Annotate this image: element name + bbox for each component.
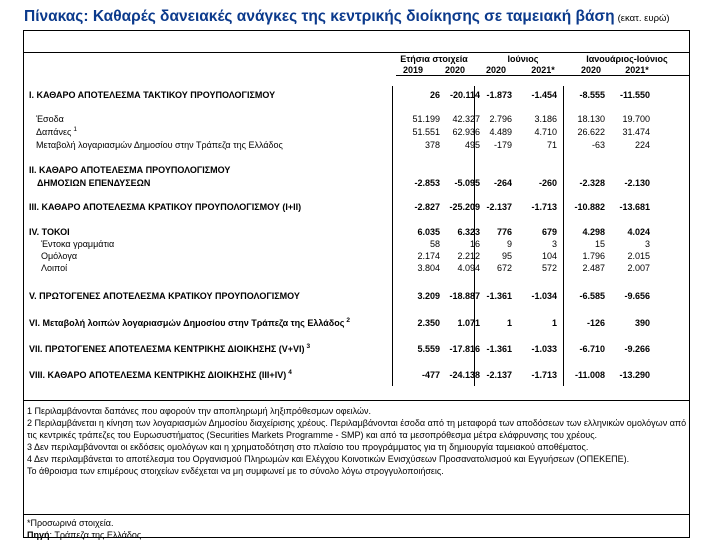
row-label: VIII. ΚΑΘΑΡΟ ΑΠΟΤΕΛΕΣΜΑ ΚΕΝΤΡΙΚΗΣ ΔΙΟΙΚΗΣΗΣ (III+IV) — [29, 370, 287, 380]
cell: -11.008 — [574, 370, 605, 380]
cell: -179 — [493, 140, 512, 150]
header-year: 2020 — [580, 65, 602, 75]
cell: 4.024 — [627, 227, 650, 237]
cell: 9 — [506, 239, 512, 249]
header-top-line — [23, 52, 690, 53]
cell: 2.015 — [627, 251, 650, 261]
table-row — [23, 343, 690, 356]
cell: -6.710 — [579, 344, 605, 354]
table-row — [23, 201, 690, 214]
header-group-june: Ιούνιος — [507, 54, 539, 64]
row-label: VII. ΠΡΩΤΟΓΕΝΕΣ ΑΠΟΤΕΛΕΣΜΑ ΚΕΝΤΡΙΚΗΣ ΔΙΟΙΚΗΣΗΣ (V+VI) — [29, 344, 305, 354]
cell: 15 — [594, 239, 605, 249]
cell: 378 — [424, 140, 440, 150]
table-row — [23, 317, 690, 330]
cell: -25.209 — [449, 202, 480, 212]
cell: 2.796 — [489, 114, 512, 124]
cell: 776 — [496, 227, 512, 237]
cell: -17.816 — [449, 344, 480, 354]
cell: 1 — [551, 318, 557, 328]
cell: 4.489 — [489, 127, 512, 137]
row-label: Δαπάνες — [36, 127, 72, 137]
header-year: 2019 — [402, 65, 424, 75]
cell: 31.474 — [622, 127, 650, 137]
cell: -264 — [493, 178, 512, 188]
cell: 51.551 — [412, 127, 440, 137]
cell: 5.559 — [417, 344, 440, 354]
footnote: 3 Δεν περιλαμβάνονται οι εκδόσεις ομολόγων και η χρηματοδότηση στο πλαίσιο του προγράμματος για τη δημιουργία ταμειακού αποθέματος. — [27, 442, 589, 452]
cell: -24.138 — [449, 370, 480, 380]
table-row — [23, 139, 690, 152]
table-row — [23, 113, 690, 126]
cell: -1.361 — [486, 291, 512, 301]
row-label: I. ΚΑΘΑΡΟ ΑΠΟΤΕΛΕΣΜΑ ΤΑΚΤΙΚΟΥ ΠΡΟΥΠΟΛΟΓΙΣΜΟΥ — [29, 90, 276, 100]
row-label: VI. Μεταβολή λοιπών λογαριασμών Δημοσίου στην Τράπεζα της Ελλάδος — [29, 318, 345, 328]
cell: -1.034 — [531, 291, 557, 301]
cell: -2.137 — [486, 370, 512, 380]
cell: 495 — [464, 140, 480, 150]
row-label: V. ΠΡΩΤΟΓΕΝΕΣ ΑΠΟΤΕΛΕΣΜΑ ΚΡΑΤΙΚΟΥ ΠΡΟΥΠΟΛΟΓΙΣΜΟΥ — [29, 291, 300, 301]
cell: 3 — [644, 239, 650, 249]
header-bottom-line — [396, 75, 690, 76]
header-year: 2021* — [625, 65, 649, 75]
cell: -18.887 — [449, 291, 480, 301]
row-label: ΔΗΜΟΣΙΩΝ ΕΠΕΝΔΥΣΕΩΝ — [37, 178, 151, 188]
cell: 4.298 — [582, 227, 605, 237]
cell: -6.585 — [579, 291, 605, 301]
row-label: Έντοκα γραμμάτια — [41, 239, 115, 249]
cell: 2.350 — [417, 318, 440, 328]
cell: 2.174 — [417, 251, 440, 261]
footnotes — [27, 405, 687, 477]
cell: 672 — [496, 263, 512, 273]
cell: -477 — [421, 370, 440, 380]
cell: 390 — [634, 318, 650, 328]
cell: 95 — [501, 251, 512, 261]
header-year: 2020 — [485, 65, 507, 75]
source-label: Πηγή — [27, 530, 50, 540]
cell: 3.209 — [417, 291, 440, 301]
table-row — [23, 290, 690, 303]
cell: 572 — [541, 263, 557, 273]
cell: 26 — [429, 90, 440, 100]
cell: 3.804 — [417, 263, 440, 273]
cell: 224 — [634, 140, 650, 150]
table-row — [23, 126, 690, 139]
cell: -1.454 — [531, 90, 557, 100]
cell: -10.882 — [574, 202, 605, 212]
cell: 679 — [541, 227, 557, 237]
cell: -8.555 — [579, 90, 605, 100]
table-row — [23, 262, 690, 275]
cell: 4.710 — [534, 127, 557, 137]
cell: 26.622 — [577, 127, 605, 137]
source-text: : Τράπεζα της Ελλάδος. — [49, 530, 144, 540]
cell: 16 — [469, 239, 480, 249]
row-label: III. ΚΑΘΑΡΟ ΑΠΟΤΕΛΕΣΜΑ ΚΡΑΤΙΚΟΥ ΠΡΟΥΠΟΛΟΓΙΣΜΟΥ (I+II) — [29, 202, 302, 212]
table-row — [23, 369, 690, 382]
row-label: Έσοδα — [36, 114, 64, 124]
table-row — [23, 177, 690, 190]
cell: -126 — [586, 318, 605, 328]
cell: 18.130 — [577, 114, 605, 124]
cell: 2.212 — [457, 251, 480, 261]
notes-bottom-line — [23, 514, 690, 515]
row-label: IV. ΤΟΚΟΙ — [29, 227, 70, 237]
header-group-jan-june: Ιανουάριος-Ιούνιος — [586, 54, 668, 64]
footnote-ref: 3 — [306, 343, 311, 350]
cell: -2.130 — [624, 178, 650, 188]
cell: 2.007 — [627, 263, 650, 273]
cell: -1.873 — [486, 90, 512, 100]
footnote-ref: 2 — [346, 317, 351, 324]
cell: -9.656 — [624, 291, 650, 301]
cell: -9.266 — [624, 344, 650, 354]
cell: 2.487 — [582, 263, 605, 273]
table-unit: (εκατ. ευρώ) — [617, 13, 670, 24]
cell: 6.035 — [417, 227, 440, 237]
cell: -13.681 — [619, 202, 650, 212]
cell: 3.186 — [534, 114, 557, 124]
cell: 3 — [551, 239, 557, 249]
source-note — [27, 529, 144, 541]
row-label: Ομόλογα — [41, 251, 78, 261]
cell: -2.137 — [486, 202, 512, 212]
footnote: 4 Δεν περιλαμβάνεται το αποτέλεσμα του Οργανισμού Πληρωμών και Ελέγχου Κοινοτικών Ενισχύσεων Προσανατολισμού και Εγγυήσεων (ΟΠΕΚΕΠΕ). — [27, 454, 630, 464]
cell: -63 — [591, 140, 605, 150]
row-label: Μεταβολή λογαριασμών Δημοσίου στην Τράπεζα της Ελλάδος — [36, 140, 283, 150]
row-label: Λοιποί — [41, 263, 68, 273]
footnote: Το άθροισμα των επιμέρους στοιχείων ενδέχεται να μη συμφωνεί με το σύνολο λόγω στρογγυλοποιήσεις. — [27, 466, 444, 476]
cell: 62.936 — [452, 127, 480, 137]
cell: 6.323 — [457, 227, 480, 237]
cell: -1.713 — [531, 370, 557, 380]
cell: 71 — [546, 140, 557, 150]
cell: -20.114 — [449, 90, 480, 100]
cell: 1.071 — [457, 318, 480, 328]
cell: 42.327 — [452, 114, 480, 124]
cell: -1.033 — [531, 344, 557, 354]
cell: 4.094 — [457, 263, 480, 273]
cell: 1 — [506, 318, 512, 328]
cell: 58 — [429, 239, 440, 249]
cell: -2.328 — [579, 178, 605, 188]
footnote-ref: 4 — [288, 369, 292, 376]
cell: -1.713 — [531, 202, 557, 212]
cell: 19.700 — [622, 114, 650, 124]
header-group-annual: Ετήσια στοιχεία — [400, 54, 468, 64]
footnote-ref: 1 — [73, 126, 77, 133]
cell: -5.095 — [454, 178, 480, 188]
cell: 1.796 — [582, 251, 605, 261]
table-bottom-line — [23, 400, 690, 401]
table-row — [23, 89, 690, 102]
cell: -1.361 — [486, 344, 512, 354]
cell: -2.827 — [414, 202, 440, 212]
cell: -13.290 — [619, 370, 650, 380]
footnote: 1 Περιλαμβάνονται δαπάνες που αφορούν την αποπληρωμή ληξιπρόθεσμων οφειλών. — [27, 406, 372, 416]
header-year: 2020 — [444, 65, 466, 75]
cell: -2.853 — [414, 178, 440, 188]
page-title — [24, 8, 670, 26]
cell: -260 — [538, 178, 557, 188]
provisional-note: *Προσωρινά στοιχεία. — [27, 518, 114, 528]
cell: -11.550 — [619, 90, 650, 100]
footnote: 2 Περιλαμβάνεται η κίνηση των λογαριασμών Δημοσίου διαχείρισης χρέους. Περιλαμβάνονται έσοδα από τη μεταφορά των αποδόσεων των ελληνικών ομολόγων από τις κεντρικές τράπεζες του Ευρωσυστήματος (Securities Markets Programme - SMP) και από τα μεσοπρόθεσμα μέτρα ελάφρυνσης του χρέους. — [27, 418, 687, 440]
table-title: Πίνακας: Καθαρές δανειακές ανάγκες της κεντρικής διοίκησης σε ταμειακή βάση — [24, 8, 615, 25]
cell: 51.199 — [412, 114, 440, 124]
row-label: II. ΚΑΘΑΡΟ ΑΠΟΤΕΛΕΣΜΑ ΠΡΟΥΠΟΛΟΓΙΣΜΟΥ — [29, 165, 231, 175]
cell: 104 — [541, 251, 557, 261]
table-row — [23, 164, 690, 177]
header-year: 2021* — [531, 65, 555, 75]
